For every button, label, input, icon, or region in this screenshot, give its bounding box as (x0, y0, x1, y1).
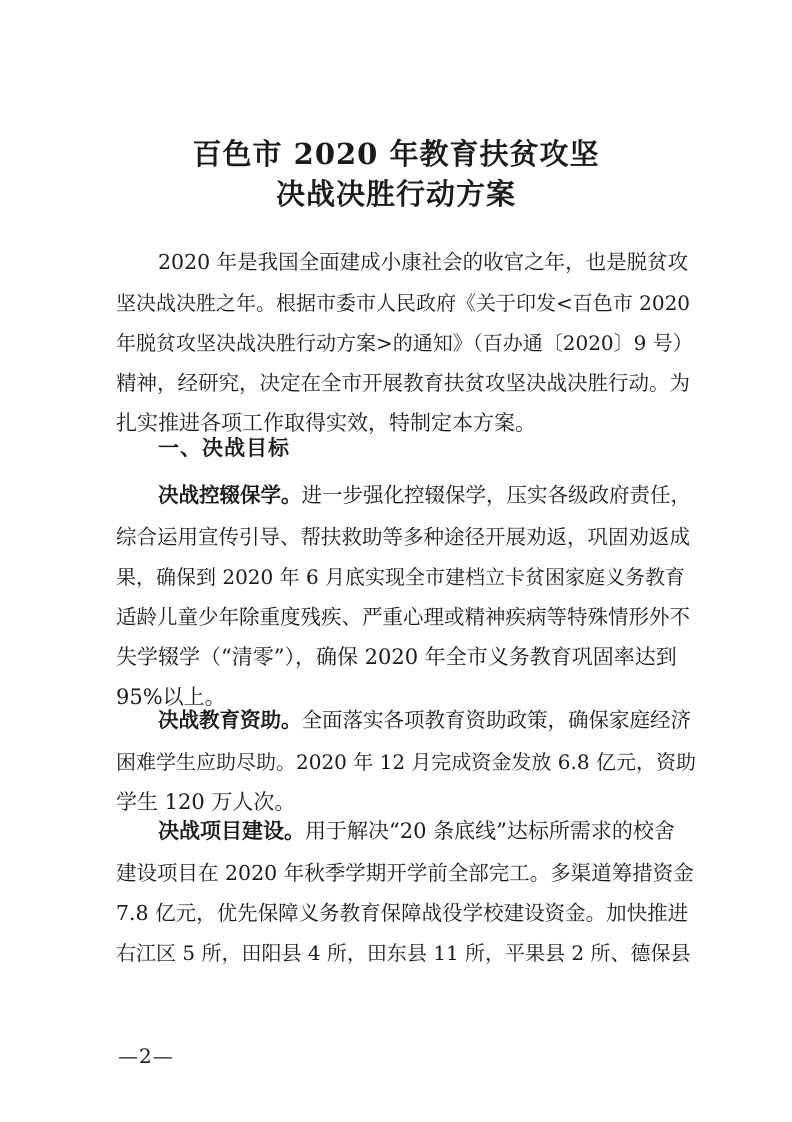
para3-line-4: 右江区 5 所，田阳县 4 所，田东县 11 所，平果县 2 所、德保县 (116, 941, 691, 965)
intro-line-1: 2020 年是我国全面建成小康社会的收官之年，也是脱贫攻 (158, 250, 689, 274)
intro-line-2: 坚决战决胜之年。根据市委市人民政府《关于印发<百色市 2020 (116, 291, 691, 315)
para1-line-1 (158, 475, 696, 515)
page-number: —2— (118, 1044, 174, 1068)
para3-lead: 决战项目建设。 (158, 818, 305, 843)
para1-line-3: 果，确保到 2020 年 6 月底实现全市建档立卡贫困家庭义务教育 (116, 565, 686, 589)
para3-line-1 (158, 811, 696, 851)
intro-line-3: 年脱贫攻坚决战决胜行动方案>的通知》（百办通〔2020〕9 号） (116, 331, 693, 355)
para3-text: 用于解决“20 条底线”达标所需求的校舍 (305, 819, 675, 843)
document-title-line-2: 决战决胜行动方案 (275, 177, 516, 211)
para3-line-2: 建设项目在 2020 年秋季学期开学前全部完工。多渠道筹措资金 (116, 861, 694, 885)
para1-lead: 决战控辍保学。 (158, 483, 302, 507)
para2-line-1 (158, 700, 696, 740)
para1-line-6: 95%以上。 (116, 685, 226, 709)
para2-line-3: 学生 120 万人次。 (116, 790, 296, 814)
section-heading-goals: 一、决战目标 (158, 436, 290, 460)
para1-line-4: 适龄儿童少年除重度残疾、严重心理或精神疾病等特殊情形外不 (116, 605, 690, 629)
para2-line-2: 困难学生应助尽助。2020 年 12 月完成资金发放 6.8 亿元，资助 (116, 750, 696, 774)
para1-line-5: 失学辍学（“清零”），确保 2020 年全市义务教育巩固率达到 (116, 645, 677, 669)
para2-lead: 决战教育资助。 (158, 708, 302, 732)
document-title-line-1: 百色市 2020 年教育扶贫攻坚 (192, 137, 600, 171)
intro-line-5: 扎实推进各项工作取得实效，特制定本方案。 (116, 411, 536, 435)
para2-text: 全面落实各项教育资助政策，确保家庭经济 (301, 708, 691, 732)
para1-text: 进一步强化控辍保学，压实各级政府责任， (301, 483, 691, 507)
para1-line-2: 综合运用宣传引导、帮扶救助等多种途径开展劝返，巩固劝返成 (116, 525, 690, 549)
para3-line-3: 7.8 亿元，优先保障义务教育保障战役学校建设资金。加快推进 (116, 901, 689, 925)
intro-line-4: 精神，经研究，决定在全市开展教育扶贫攻坚决战决胜行动。为 (116, 371, 690, 395)
